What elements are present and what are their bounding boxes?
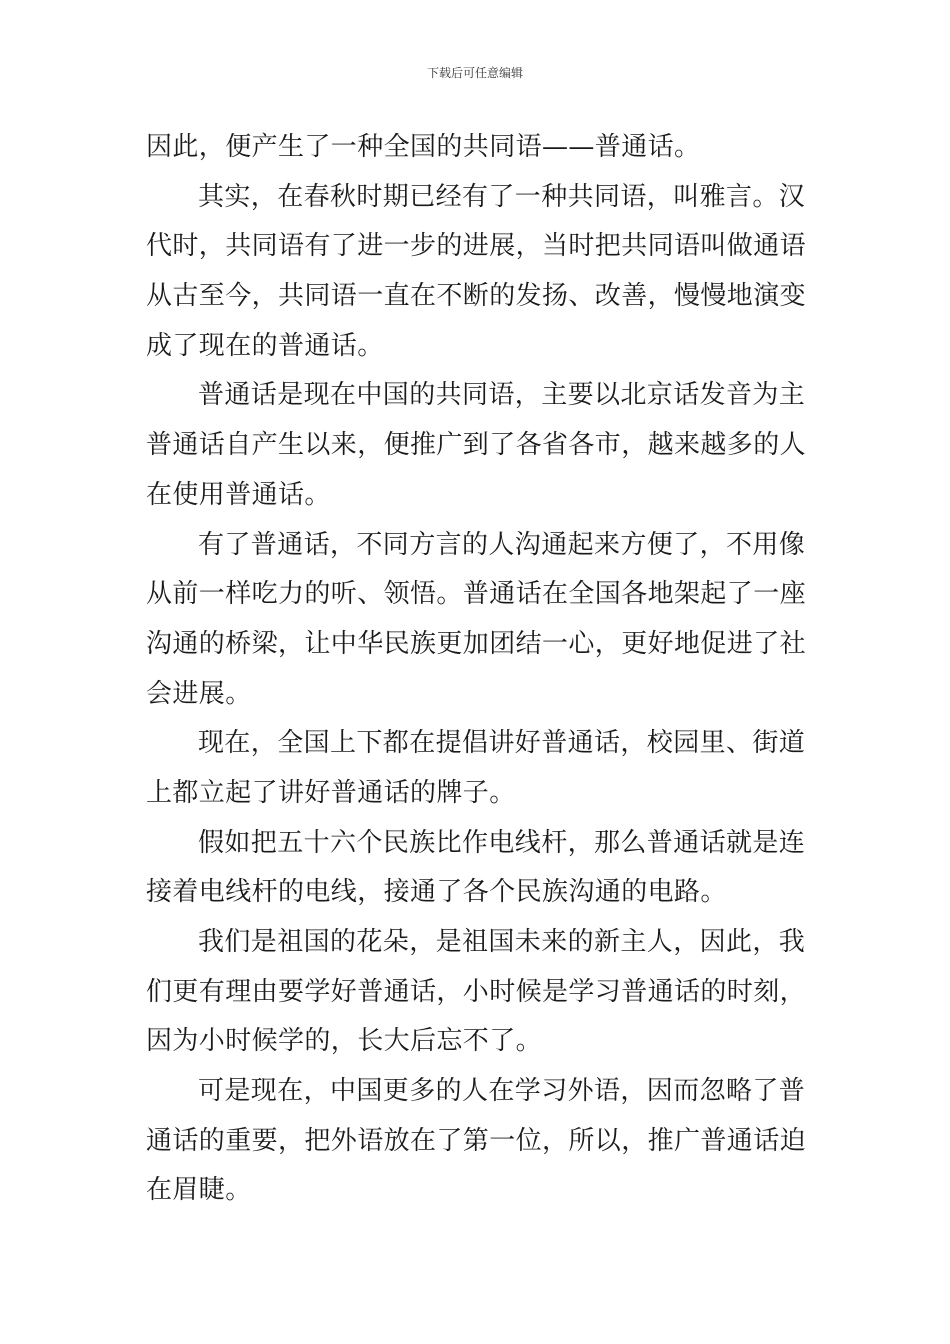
text-line: 会进展。 [146,678,252,709]
text-line: 成了现在的普通话。 [146,330,384,361]
text-line: 在眉睫。 [146,1175,252,1206]
text-line: 其实，在春秋时期已经有了一种共同语，叫雅言。汉 [198,181,806,212]
text-line: 因此，便产生了一种全国的共同语——普通话。 [146,132,701,162]
text-line: 在使用普通话。 [146,479,331,510]
text-line: 沟通的桥梁，让中华民族更加团结一心，更好地促进了社 [146,628,807,659]
text-line: 因为小时候学的，长大后忘不了。 [146,1026,543,1057]
text-line: 通话的重要，把外语放在了第一位，所以，推广普通话迫 [146,1125,807,1156]
text-line: 普通话是现在中国的共同语，主要以北京话发音为主 [198,380,806,411]
text-line: 接着电线杆的电线，接通了各个民族沟通的电路。 [146,877,727,908]
text-line: 普通话自产生以来，便推广到了各省各市，越来越多的人 [146,430,807,461]
text-line: 假如把五十六个民族比作电线杆，那么普通话就是连 [198,827,806,858]
text-line: 有了普通话，不同方言的人沟通起来方便了，不用像 [198,529,806,560]
text-line: 上都立起了讲好普通话的牌子。 [146,777,516,808]
text-line: 我们是祖国的花朵，是祖国未来的新主人，因此，我 [198,927,806,957]
text-line: 代时，共同语有了进一步的进展，当时把共同语叫做通语 [146,231,807,262]
text-line: 可是现在，中国更多的人在学习外语，因而忽略了普 [198,1076,806,1107]
page-header: 下载后可任意编辑 [426,66,523,80]
text-line: 从前一样吃力的听、领悟。普通话在全国各地架起了一座 [146,579,807,610]
document-body [146,123,806,1216]
text-line: 现在，全国上下都在提倡讲好普通话，校园里、街道 [198,728,806,759]
text-line: 从古至今，共同语一直在不断的发扬、改善，慢慢地演变 [146,281,807,312]
text-line: 们更有理由要学好普通话，小时候是学习普通话的时刻， [146,976,807,1007]
